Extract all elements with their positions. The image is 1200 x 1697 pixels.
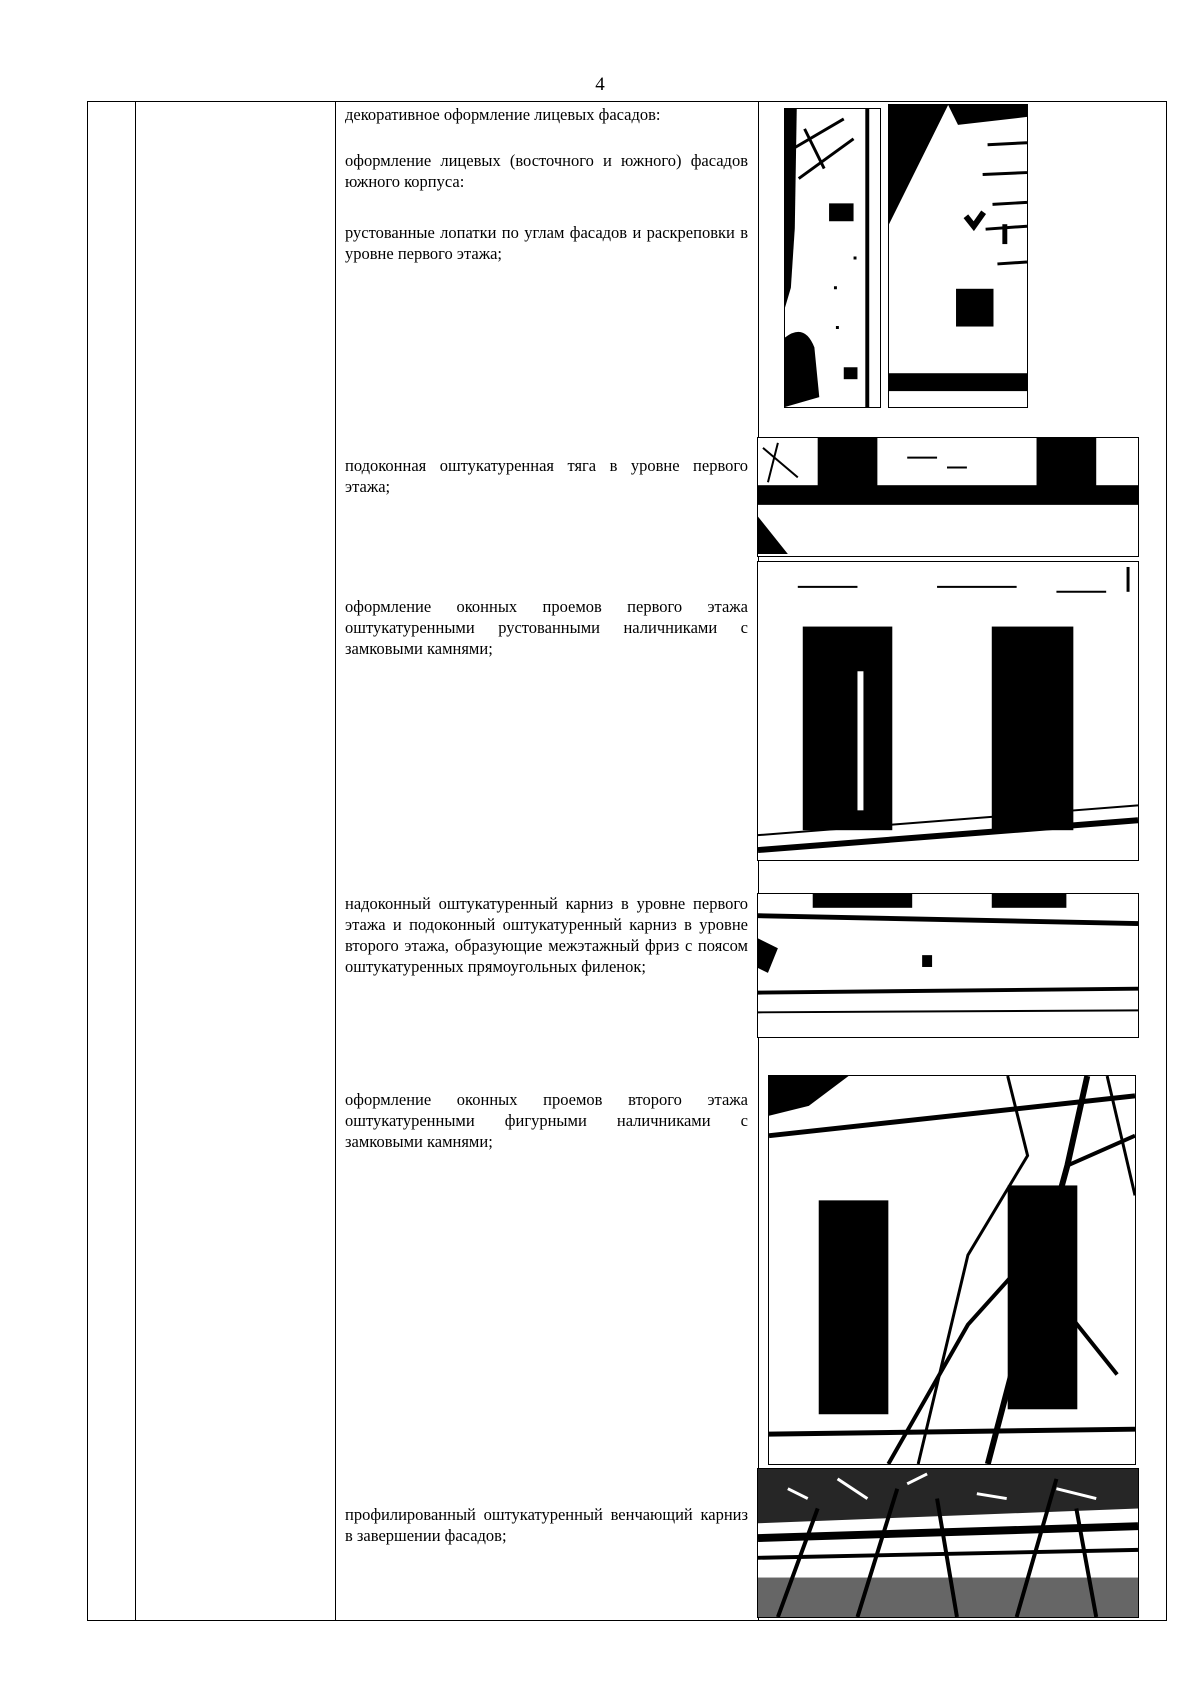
item-facade-decoration: декоративное оформление лицевых фасадов: [345, 105, 661, 124]
column-divider-3 [758, 102, 759, 1620]
photo-first-floor-windows [757, 561, 1139, 861]
photo-corner-pilaster [784, 108, 881, 408]
photo-facade-projection [888, 104, 1028, 408]
column-divider-2 [335, 102, 336, 1620]
item-interfloor-frieze: надоконный оштукатуренный карниз в уровне первого этажа и подоконный оштукатуренный карниз в уровне второго этажа, образующие межэтажный фриз с поясом оштукатуренных прямоугольных филенок; [345, 894, 748, 976]
photo-interfloor-frieze [757, 893, 1139, 1038]
photo-crowning-cornice [757, 1468, 1139, 1618]
page-number: 4 [595, 74, 605, 95]
item-sill-string-course: подоконная оштукатуренная тяга в уровне первого этажа; [345, 456, 748, 496]
photo-second-floor-windows [768, 1075, 1136, 1465]
item-first-floor-window-surrounds: оформление оконных проемов первого этажа оштукатуренными рустованными наличниками с замковыми камнями; [345, 597, 748, 658]
column-divider-1 [135, 102, 136, 1620]
item-south-building-facades: оформление лицевых (восточного и южного) фасадов южного корпуса: [345, 151, 748, 191]
photo-sill-string-course [757, 437, 1139, 557]
item-second-floor-window-surrounds: оформление оконных проемов второго этажа оштукатуренными фигурными наличниками с замковыми камнями; [345, 1090, 748, 1151]
item-rusticated-pilasters: рустованные лопатки по углам фасадов и раскреповки в уровне первого этажа; [345, 223, 748, 263]
item-crowning-cornice: профилированный оштукатуренный венчающий карниз в завершении фасадов; [345, 1505, 748, 1545]
